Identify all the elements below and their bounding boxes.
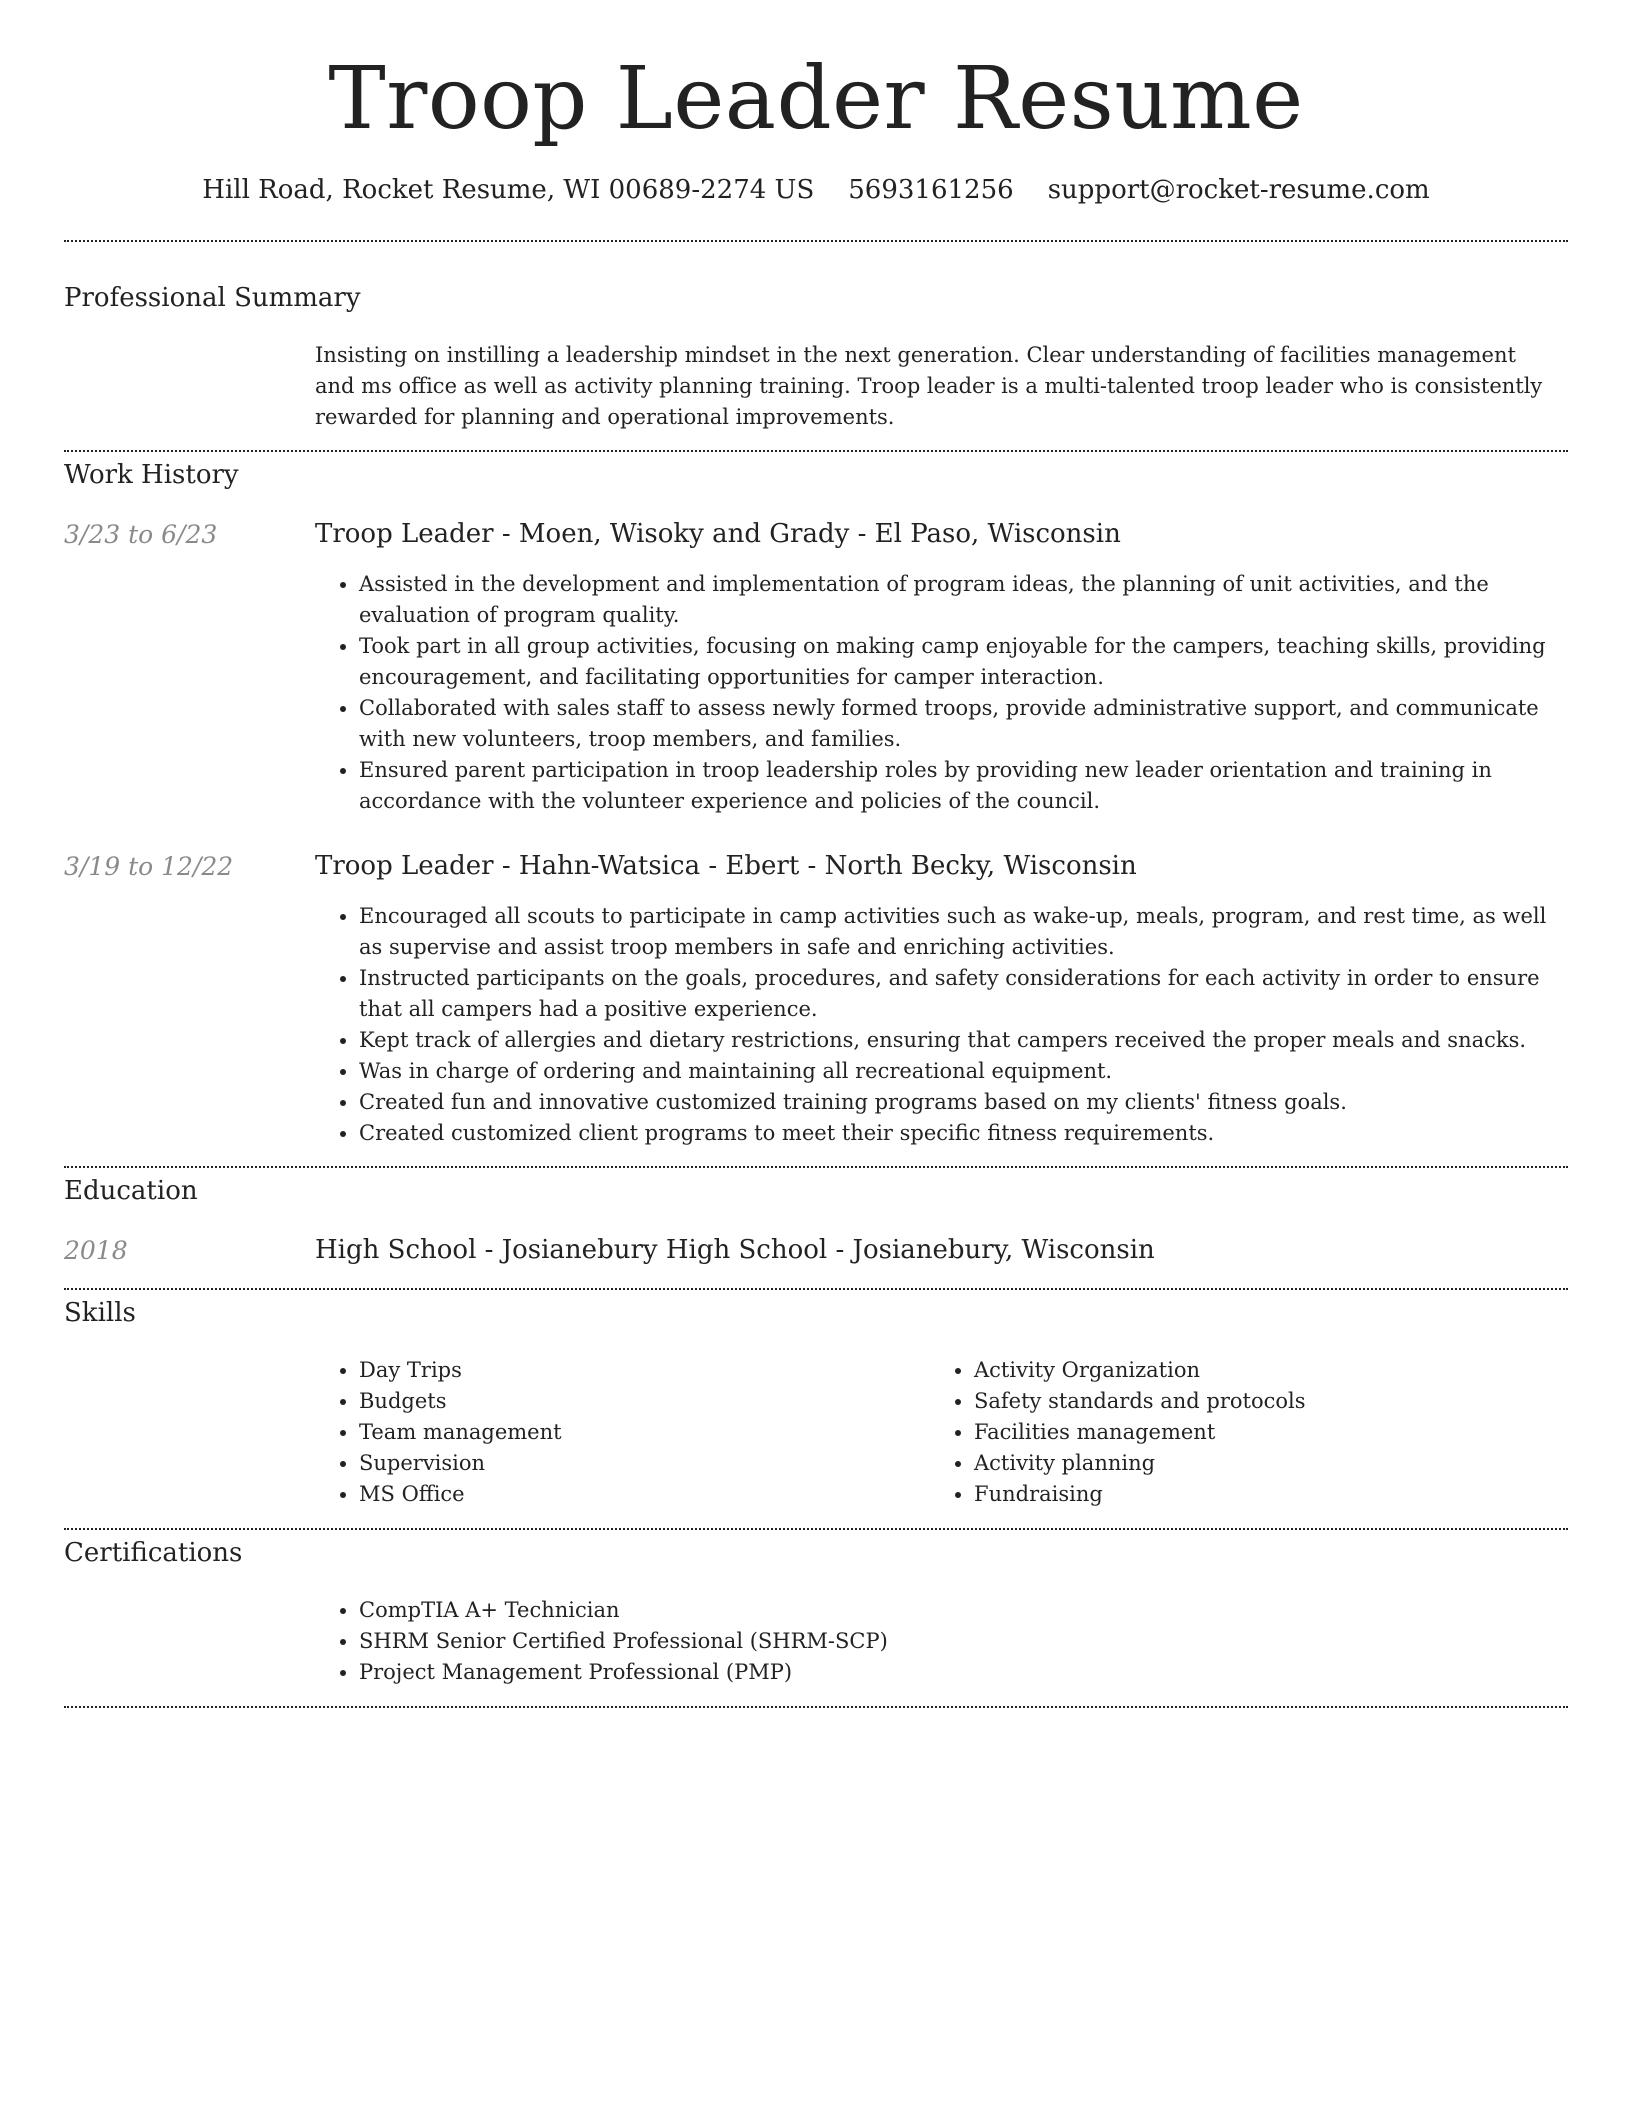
- job-bullet: • Was in charge of ordering and maintaining all recreational equipment.: [359, 1056, 1560, 1087]
- skill-item: • Budgets: [359, 1386, 915, 1417]
- skill-item: • Activity planning: [974, 1448, 1550, 1479]
- certification-item: • Project Management Professional (PMP): [359, 1657, 1560, 1688]
- job-bullet: • Created fun and innovative customized training programs based on my clients' fitness goals.: [359, 1087, 1560, 1118]
- resume-header: [0, 0, 1632, 205]
- summary-text: Insisting on instilling a leadership mindset in the next generation. Clear understanding of facilities management and ms office as well as activity planning training. Troop leader is a multi-talented troop leader who is consistently rewarded for planning and operational improvements.: [315, 343, 1543, 429]
- skill-item: • Team management: [359, 1417, 915, 1448]
- contact-phone: 5693161256: [848, 174, 1014, 205]
- skill-item: • Activity Organization: [974, 1355, 1550, 1386]
- education-heading: Education: [64, 1176, 198, 1206]
- job-bullet: • Collaborated with sales staff to assess newly formed troops, provide administrative support, and communicate with new volunteers, troop members, and families.: [359, 693, 1560, 755]
- section-divider: [64, 1288, 1568, 1290]
- section-divider: [64, 1706, 1568, 1708]
- skill-item: • Day Trips: [359, 1355, 915, 1386]
- job-bullets: [315, 901, 1560, 1149]
- job-title: Troop Leader - Moen, Wisoky and Grady - El Paso, Wisconsin: [315, 519, 1121, 549]
- job-bullet: • Created customized client programs to meet their specific fitness requirements.: [359, 1118, 1560, 1149]
- contact-line: [0, 175, 1632, 205]
- certifications-heading: Certifications: [64, 1538, 243, 1568]
- job-bullet: • Assisted in the development and implementation of program ideas, the planning of unit activities, and the evaluation of program quality.: [359, 569, 1560, 631]
- summary-heading: Professional Summary: [64, 283, 361, 313]
- section-divider: [64, 450, 1568, 452]
- resume-title: Troop Leader Resume: [328, 49, 1304, 149]
- contact-address: Hill Road, Rocket Resume, WI 00689-2274 US: [202, 174, 815, 205]
- section-divider: [64, 1166, 1568, 1168]
- job-bullet: • Instructed participants on the goals, procedures, and safety considerations for each activity in order to ensure that all campers had a positive experience.: [359, 963, 1560, 1025]
- job-dates: 3/23 to 6/23: [64, 520, 218, 549]
- skills-list-left: [315, 1355, 915, 1510]
- skills-heading: Skills: [64, 1298, 136, 1328]
- skill-item: • Supervision: [359, 1448, 915, 1479]
- skill-item: • Facilities management: [974, 1417, 1550, 1448]
- work-history-heading: Work History: [64, 460, 239, 490]
- contact-email: support@rocket-resume.com: [1047, 174, 1430, 205]
- certification-item: • CompTIA A+ Technician: [359, 1595, 1560, 1626]
- job-bullets: [315, 569, 1560, 817]
- certification-item: • SHRM Senior Certified Professional (SHRM-SCP): [359, 1626, 1560, 1657]
- job-title: Troop Leader - Hahn-Watsica - Ebert - North Becky, Wisconsin: [315, 851, 1137, 881]
- skill-item: • MS Office: [359, 1479, 915, 1510]
- job-bullet: • Took part in all group activities, focusing on making camp enjoyable for the campers, teaching skills, providing encouragement, and facilitating opportunities for camper interaction.: [359, 631, 1560, 693]
- job-bullet: • Ensured parent participation in troop leadership roles by providing new leader orientation and training in accordance with the volunteer experience and policies of the council.: [359, 755, 1560, 817]
- education-entry: High School - Josianebury High School - Josianebury, Wisconsin: [315, 1235, 1155, 1265]
- certifications-list: [315, 1595, 1560, 1688]
- skills-list-right: [930, 1355, 1550, 1510]
- job-bullet: • Kept track of allergies and dietary restrictions, ensuring that campers received the proper meals and snacks.: [359, 1025, 1560, 1056]
- job-bullet: • Encouraged all scouts to participate in camp activities such as wake-up, meals, program, and rest time, as well as supervise and assist troop members in safe and enriching activities.: [359, 901, 1560, 963]
- section-divider: [64, 240, 1568, 242]
- section-divider: [64, 1528, 1568, 1530]
- education-year: 2018: [64, 1236, 128, 1265]
- skill-item: • Safety standards and protocols: [974, 1386, 1550, 1417]
- skill-item: • Fundraising: [974, 1479, 1550, 1510]
- job-dates: 3/19 to 12/22: [64, 852, 234, 881]
